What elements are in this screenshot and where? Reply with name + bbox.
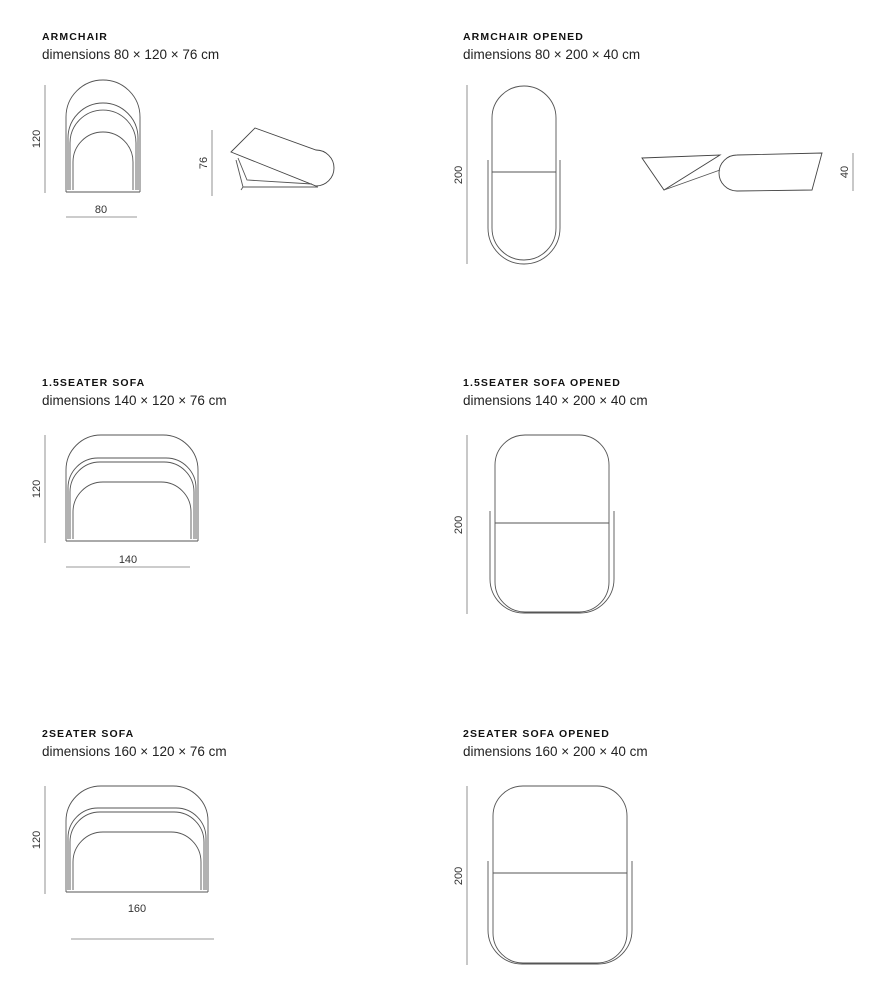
- sofa-2-opened-title: 2SEATER SOFA OPENED: [463, 728, 610, 740]
- armchair-side-height-label: 76: [198, 156, 210, 170]
- sofa-15-opened-dimensions: dimensions 140 × 200 × 40 cm: [463, 393, 648, 408]
- armchair-opened-side-cushion: [719, 153, 822, 191]
- sofa-15-dimensions: dimensions 140 × 120 × 76 cm: [42, 393, 227, 408]
- armchair-dimensions: dimensions 80 × 120 × 76 cm: [42, 47, 220, 62]
- armchair-outer-back: [66, 80, 140, 192]
- sofa-2-opened-length-label: 200: [453, 866, 465, 886]
- sofa-15-opened-frame: [490, 511, 614, 613]
- sofa-15-outer-back: [66, 435, 198, 541]
- armchair-opened-side-back: [642, 155, 720, 190]
- armchair-opened-side-view: [642, 153, 853, 191]
- sofa-2-front-view: [31, 786, 214, 939]
- armchair-seat: [73, 132, 133, 190]
- sofa-15-opened-cushion: [495, 435, 609, 612]
- sofa-2-opened-dimensions: dimensions 160 × 200 × 40 cm: [463, 744, 648, 759]
- sofa-15-mid-frame: [68, 458, 196, 539]
- armchair-front-view: [31, 80, 140, 217]
- armchair-opened-dimensions: dimensions 80 × 200 × 40 cm: [463, 47, 641, 62]
- armchair-height-label: 120: [31, 129, 43, 149]
- armchair-opened-height-label: 40: [839, 165, 851, 179]
- sofa-2-opened-cushion: [493, 786, 627, 963]
- sofa-2-height-label: 120: [31, 830, 43, 850]
- armchair-mid-frame: [68, 103, 138, 190]
- sofa-2-width-label: 160: [127, 903, 147, 915]
- sofa-2-inner-frame: [70, 812, 204, 890]
- sofa-15-width-label: 140: [118, 554, 138, 566]
- armchair-opened-title: ARMCHAIR OPENED: [463, 31, 584, 43]
- sofa-15-inner-frame: [70, 462, 194, 539]
- sofa-15-height-label: 120: [31, 479, 43, 499]
- sofa-2-dimensions: dimensions 160 × 120 × 76 cm: [42, 744, 227, 759]
- armchair-width-label: 80: [94, 204, 108, 216]
- armchair-opened-top-view: [453, 85, 560, 264]
- sofa-15-seat: [73, 482, 191, 539]
- sofa-15-front-view: [31, 435, 198, 567]
- sofa-15-opened-top-view: [453, 435, 614, 614]
- sofa-2-seat: [73, 832, 201, 890]
- armchair-title: ARMCHAIR: [42, 31, 108, 43]
- sofa-15-opened-length-label: 200: [453, 515, 465, 535]
- sofa-2-title: 2SEATER SOFA: [42, 728, 135, 740]
- armchair-side-view: [198, 128, 334, 196]
- armchair-opened-length-label: 200: [453, 165, 465, 185]
- sofa-15-opened-title: 1.5SEATER SOFA OPENED: [463, 377, 621, 389]
- sofa-2-opened-frame: [488, 861, 632, 964]
- armchair-side-back: [231, 128, 334, 186]
- sofa-2-outer-back: [66, 786, 208, 892]
- sofa-2-mid-frame: [68, 808, 206, 890]
- sofa-15-title: 1.5SEATER SOFA: [42, 377, 146, 389]
- sofa-2-opened-top-view: [453, 786, 632, 965]
- armchair-opened-cushion: [492, 86, 556, 260]
- armchair-inner-frame: [70, 110, 136, 190]
- armchair-side-foot: [241, 187, 243, 190]
